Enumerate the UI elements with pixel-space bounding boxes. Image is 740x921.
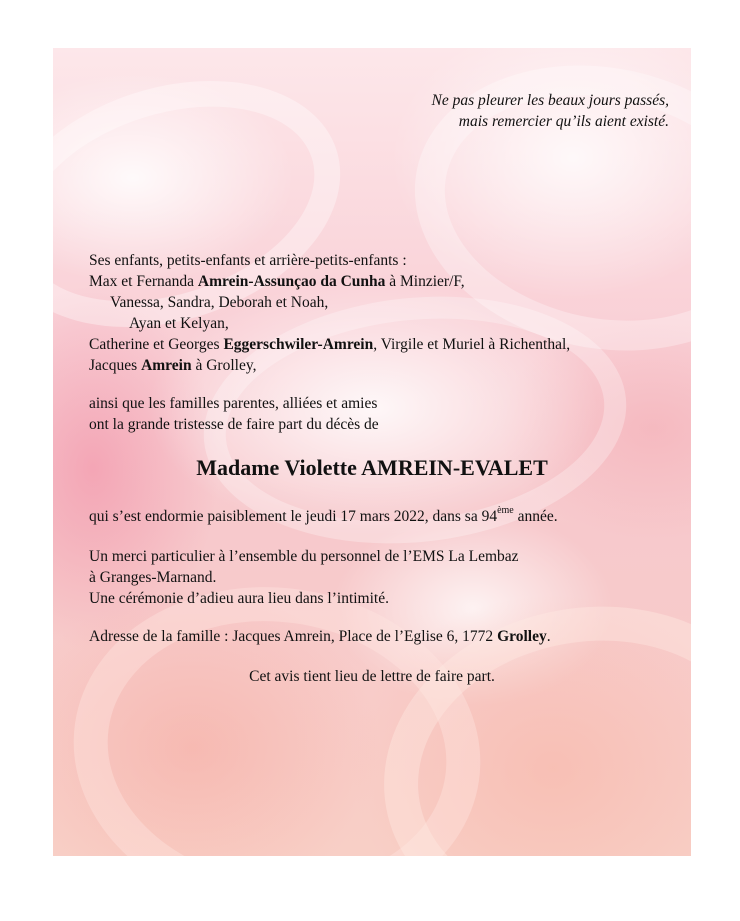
text-run: Adresse de la famille : Jacques Amrein, Place de l’Eglise 6, 1772 — [89, 628, 498, 645]
grandchildren-line: Vanessa, Sandra, Deborah et Noah, — [110, 294, 329, 311]
family-address — [89, 626, 551, 647]
text-run: année. — [513, 508, 558, 525]
address-locality: Grolley — [497, 628, 547, 645]
text-run: Catherine et Georges — [89, 336, 224, 353]
thanks-line: Un merci particulier à l’ensemble du personnel de l’EMS La Lembaz — [89, 548, 519, 565]
family-surname: Amrein — [141, 357, 192, 374]
text-run: à Grolley, — [191, 357, 257, 374]
rose-petal-decoration — [358, 575, 691, 856]
family-heading: Ses enfants, petits-enfants et arrière-petits-enfants : — [89, 252, 407, 269]
family-member-line — [89, 271, 570, 292]
family-list — [89, 250, 570, 376]
great-grandchildren-line: Ayan et Kelyan, — [129, 315, 229, 332]
family-member-line — [89, 355, 570, 376]
text-run: Jacques — [89, 357, 142, 374]
text-run: à Minzier/F, — [385, 273, 465, 290]
quote-line: Ne pas pleurer les beaux jours passés, — [431, 92, 669, 109]
quote-line: mais remercier qu’ils aient existé. — [458, 113, 669, 130]
epigraph-quote — [431, 90, 669, 132]
ordinal-superscript: ème — [497, 504, 514, 516]
obituary-card — [53, 48, 691, 856]
family-member-line — [89, 334, 570, 355]
deceased-name: Madame Violette AMREIN-EVALET — [196, 455, 548, 480]
intro-line: ainsi que les familles parentes, alliées et amies — [89, 395, 378, 412]
ceremony-line: Une cérémonie d’adieu aura lieu dans l’intimité. — [89, 590, 389, 607]
announcement-intro — [89, 393, 379, 435]
notice-footer: Cet avis tient lieu de lettre de faire part. — [249, 668, 495, 685]
intro-line: ont la grande tristesse de faire part du décès de — [89, 416, 379, 433]
death-statement — [89, 506, 558, 527]
family-surname: Eggerschwiler-Amrein — [223, 336, 374, 353]
text-run: . — [546, 628, 551, 645]
text-run: , Virgile et Muriel à Richenthal, — [373, 336, 571, 353]
family-surname: Amrein-Assunçao da Cunha — [197, 273, 386, 290]
thanks-line: à Granges-Marnand. — [89, 569, 217, 586]
text-run: Max et Fernanda — [89, 273, 198, 290]
thanks-paragraph — [89, 546, 519, 609]
text-run: qui s’est endormie paisiblement le jeudi 17 mars 2022, dans sa 94 — [89, 508, 498, 525]
